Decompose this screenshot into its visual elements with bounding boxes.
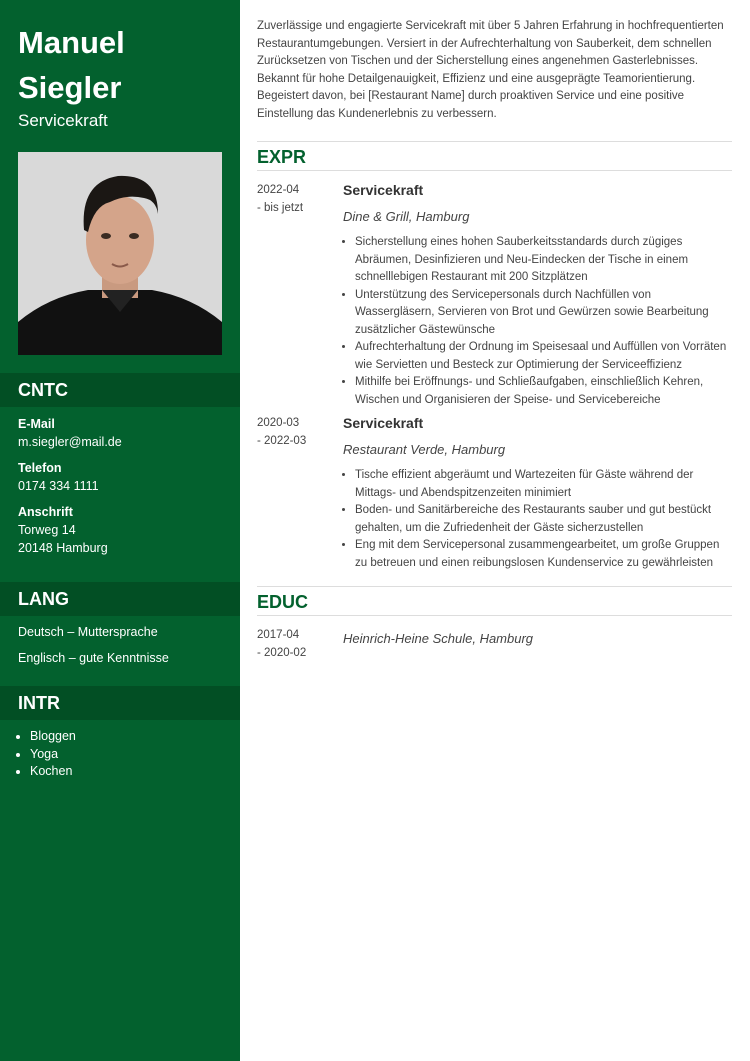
duty-item: • Mithilfe bei Eröffnungs- und Schließaufgaben, einschließlich Kehren, Wischen und Organisieren der Speise- und Servicebereiche [355, 374, 732, 409]
address-label: Anschrift [18, 505, 73, 519]
entry-detail [343, 414, 732, 572]
contact-heading: CNTC [0, 373, 240, 407]
date-start: 2020-03 [257, 417, 300, 429]
duty-item: • Boden- und Sanitärbereiche des Restaurants sauber und gut bestückt gehalten, um die Zufriedenheit der Gäste sicherzustellen [355, 502, 732, 537]
company-name: Restaurant Verde, Hamburg [343, 442, 506, 457]
duty-item: • Eng mit dem Servicepersonal zusammengearbeitet, um große Gruppen zu betreuen und einen reibungslosen Kundenservice zu gewährleisten [355, 537, 732, 572]
experience-heading: EXPR [257, 141, 732, 171]
education-heading: EDUC [257, 586, 732, 616]
duties-list [343, 234, 732, 409]
languages-list [18, 624, 169, 676]
phone-value[interactable]: 0174 334 1111 [18, 479, 99, 493]
date-end: - 2020-02 [257, 647, 307, 659]
contact-block [18, 415, 122, 565]
entry-date [257, 414, 337, 450]
school-name: Heinrich-Heine Schule, Hamburg [343, 631, 534, 646]
interest-item: • Kochen [30, 763, 76, 781]
interests-list [18, 728, 76, 781]
duty-item: • Sicherstellung eines hohen Sauberkeitsstandards durch zügiges Abräumen, Desinfizieren und Neu-Eindecken der Tische in einem schnelllebigen Restaurant mit 200 Sitzplätzen [355, 234, 732, 287]
profile-summary: Zuverlässige und engagierte Servicekraft mit über 5 Jahren Erfahrung in hochfrequentierten Restaurantumgebungen. Versiert in der Aufrechterhaltung von Sauberkeit, dem schnellen Zurücksetzen von Tischen und der Sicherstellung eines angenehmen Gasterlebnisses. Bekannt für hohe Detailgenauigkeit, Effizienz und eine ausgeprägte Teamorientierung. Begeistert davon, bei [Restaurant Name] durch proaktiven Service und eine positive Einstellung das Kundenerlebnis zu verbessern. [257, 20, 724, 120]
duty-item: • Tische effizient abgeräumt und Wartezeiten für Gäste während der Mittags- und Abendspitzenzeiten minimiert [355, 467, 732, 502]
date-start: 2017-04 [257, 629, 300, 641]
job-role: Servicekraft [343, 415, 424, 431]
job-title: Servicekraft [18, 111, 108, 130]
profile-photo [18, 152, 222, 355]
language-item: Englisch – gute Kenntnisse [18, 651, 169, 665]
entry-detail [343, 181, 732, 409]
interest-item: • Yoga [30, 746, 76, 764]
date-start: 2022-04 [257, 184, 300, 196]
sidebar [0, 0, 240, 1061]
first-name: Manuel [18, 25, 125, 60]
date-end: - bis jetzt [257, 202, 304, 214]
email-label: E-Mail [18, 417, 55, 431]
phone-label: Telefon [18, 461, 62, 475]
candidate-name [18, 20, 228, 110]
email-value[interactable]: m.siegler@mail.de [18, 435, 122, 449]
company-name: Dine & Grill, Hamburg [343, 209, 470, 224]
language-item: Deutsch – Muttersprache [18, 625, 158, 639]
portrait-image [18, 152, 222, 355]
entry-date [257, 626, 337, 662]
entry-detail [343, 626, 732, 646]
address-line2: 20148 Hamburg [18, 541, 108, 555]
interest-item: • Bloggen [30, 728, 76, 746]
duty-item: • Aufrechterhaltung der Ordnung im Speisesaal und Auffüllen von Vorräten wie Servietten und Besteck zur Optimierung der Serviceeffizienz [355, 339, 732, 374]
address-line1: Torweg 14 [18, 523, 76, 537]
duties-list [343, 467, 732, 572]
duty-item: • Unterstützung des Servicepersonals durch Nachfüllen von Wassergläsern, Servieren von Brot und Gewürzen sowie Bearbeitung zusätzlicher Gästewünsche [355, 287, 732, 340]
languages-heading: LANG [0, 582, 240, 616]
last-name: Siegler [18, 70, 122, 105]
interests-heading: INTR [0, 686, 240, 720]
entry-date [257, 181, 337, 217]
date-end: - 2022-03 [257, 435, 307, 447]
job-role: Servicekraft [343, 182, 424, 198]
